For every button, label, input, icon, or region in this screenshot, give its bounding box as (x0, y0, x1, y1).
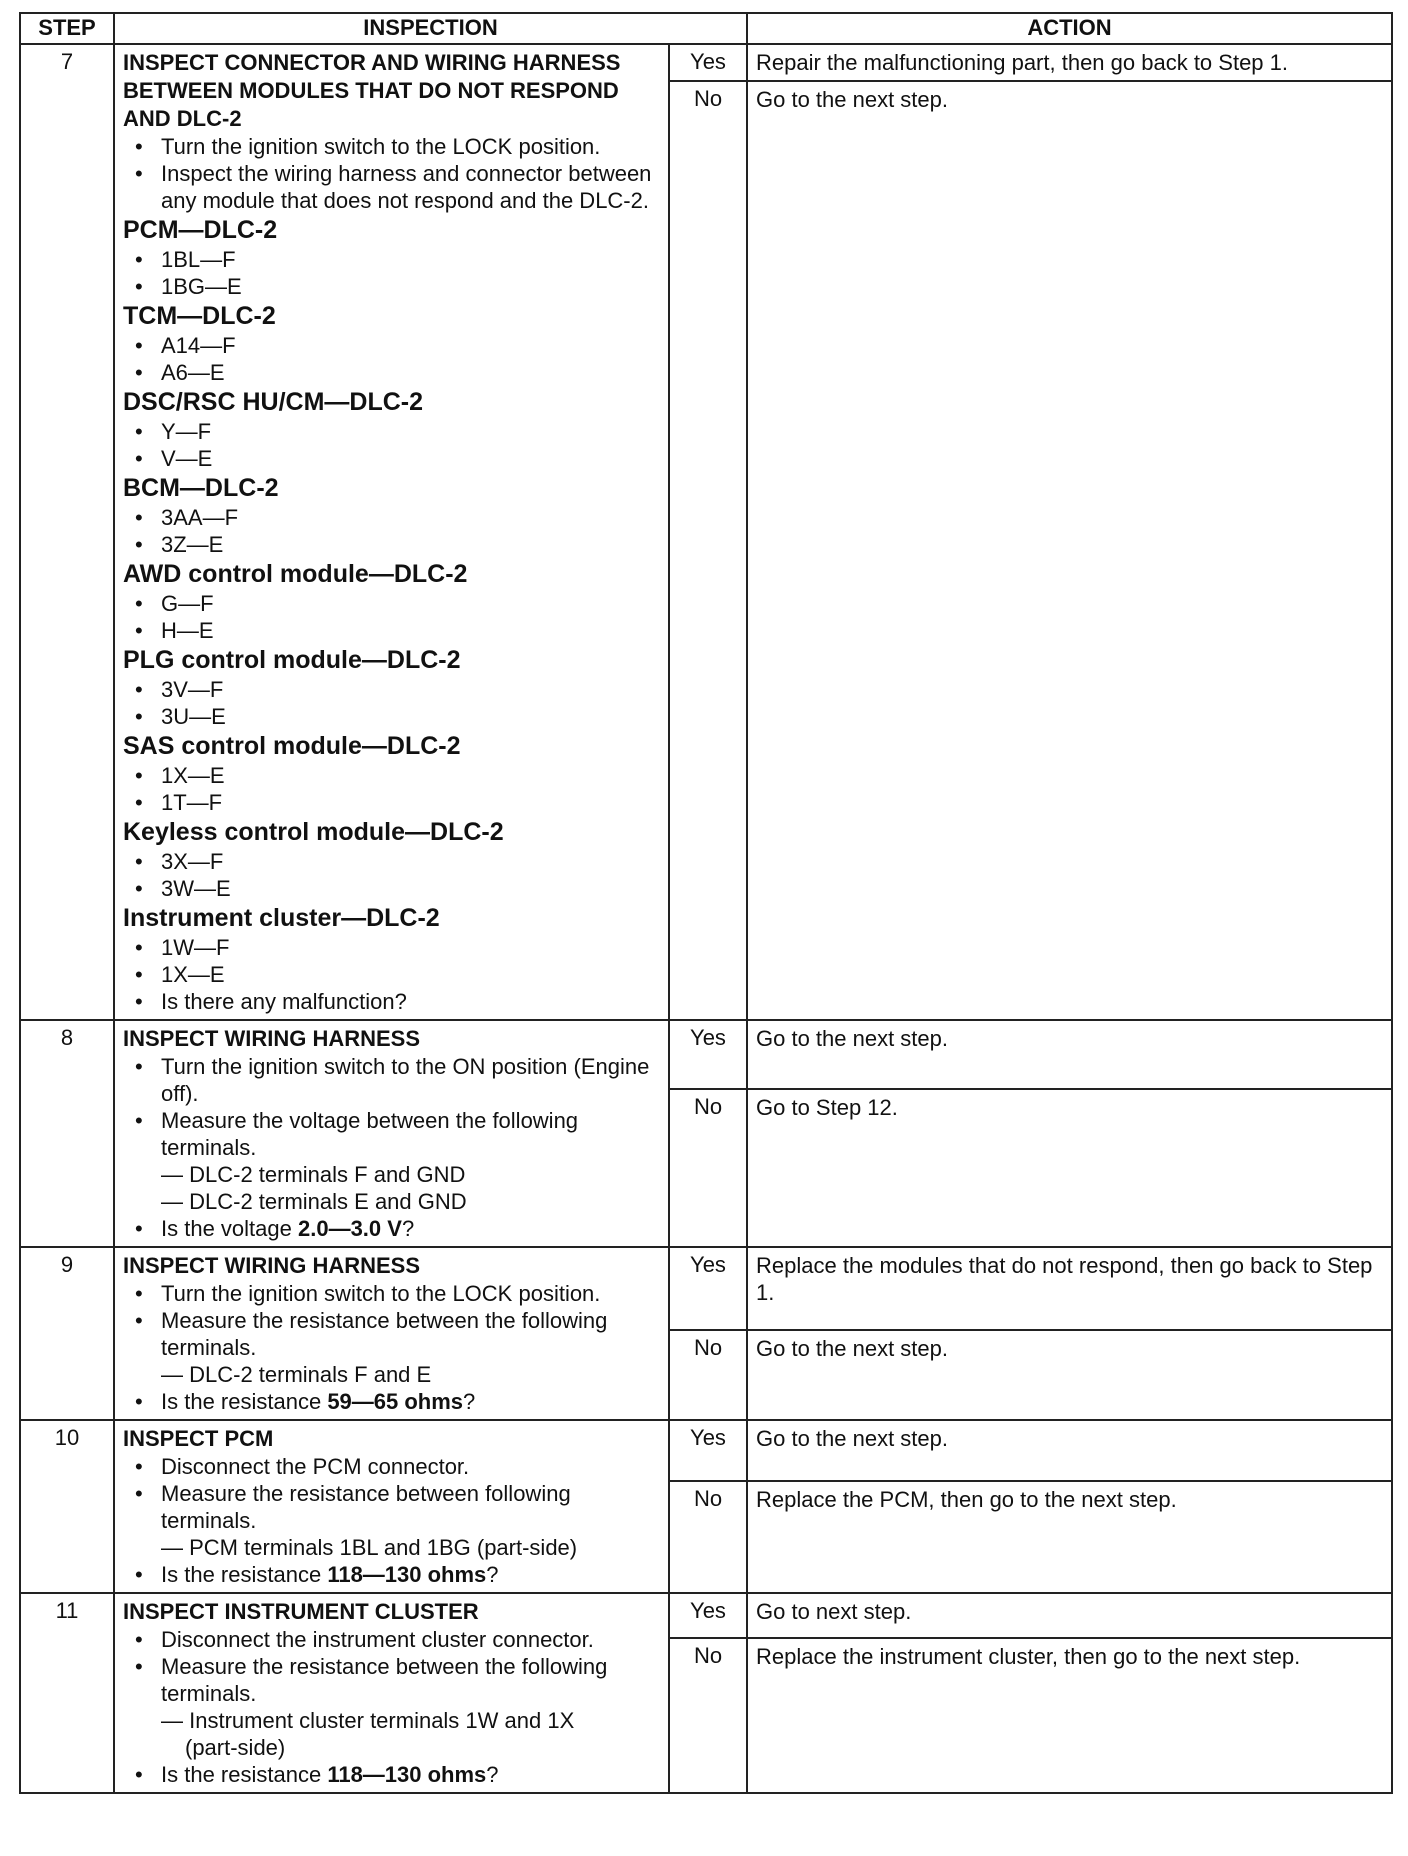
terminal-item: • 3AA—F (123, 504, 662, 531)
terminal-item: • 3U—E (123, 703, 662, 730)
step-title: INSPECT PCM (123, 1426, 274, 1451)
question-mark: ? (486, 1762, 499, 1787)
no-label: No (669, 1638, 747, 1793)
step-header: STEP (20, 13, 114, 44)
group-title: DSC/RSC HU/CM—DLC-2 (123, 388, 423, 416)
terminal-item: • A6—E (123, 359, 662, 386)
terminal-item: • 1X—E (123, 961, 662, 988)
inspection-table (19, 12, 1393, 1794)
instruction-bullet: • Turn the ignition switch to the LOCK position. (123, 133, 662, 160)
group-title: TCM—DLC-2 (123, 302, 276, 330)
terminal-pair-note: (part-side) (185, 1735, 286, 1760)
instruction-bullet: • Measure the resistance between following terminals. (123, 1480, 662, 1534)
step-9-yes-row (20, 1247, 1392, 1330)
terminal-pair: — DLC-2 terminals E and GND (161, 1189, 467, 1214)
terminal-item: • G—F (123, 590, 662, 617)
spec-value: 118—130 ohms (327, 1762, 487, 1787)
group-title: PLG control module—DLC-2 (123, 646, 461, 674)
step-number: 9 (20, 1247, 114, 1420)
question-bullet (123, 1215, 662, 1242)
terminal-item: • 3W—E (123, 875, 662, 902)
spec-value: 59—65 ohms (327, 1389, 464, 1414)
connector-group (123, 215, 662, 300)
group-title: Keyless control module—DLC-2 (123, 818, 504, 846)
question-mark: ? (463, 1389, 476, 1414)
terminal-item: • 1T—F (123, 789, 662, 816)
spec-value: 118—130 ohms (327, 1562, 487, 1587)
step-10-yes-row (20, 1420, 1392, 1481)
step-title: INSPECT CONNECTOR AND WIRING HARNESS BETWEEN MODULES THAT DO NOT RESPOND AND DLC-2 (123, 50, 621, 131)
step-10-inspection (114, 1420, 669, 1593)
action-header: ACTION (747, 13, 1392, 44)
instruction-bullet: • Disconnect the instrument cluster connector. (123, 1626, 662, 1653)
question-bullet (123, 1761, 662, 1788)
question-text: Is the resistance (161, 1762, 328, 1787)
group-title: PCM—DLC-2 (123, 216, 278, 244)
no-action: Replace the PCM, then go to the next step. (747, 1481, 1392, 1593)
connector-group (123, 731, 662, 816)
instruction-bullet: • Turn the ignition switch to the LOCK position. (123, 1280, 662, 1307)
terminal-item: • 3Z—E (123, 531, 662, 558)
no-action: Replace the instrument cluster, then go to the next step. (747, 1638, 1392, 1793)
question-mark: ? (486, 1562, 499, 1587)
instruction-bullet: • Measure the resistance between the following terminals. (123, 1653, 662, 1707)
step-number: 7 (20, 44, 114, 1020)
yes-action: Go to the next step. (747, 1420, 1392, 1481)
terminal-item: • V—E (123, 445, 662, 472)
connector-group (123, 817, 662, 902)
question-bullet: • Is there any malfunction? (123, 988, 662, 1015)
yes-action: Replace the modules that do not respond, then go back to Step 1. (747, 1247, 1392, 1330)
question-text: Is the resistance (161, 1389, 328, 1414)
step-title: INSPECT WIRING HARNESS (123, 1026, 421, 1051)
yes-label: Yes (669, 1247, 747, 1330)
connector-group (123, 903, 662, 1015)
yes-action: Go to the next step. (747, 1020, 1392, 1089)
inspection-header: INSPECTION (114, 13, 747, 44)
yes-label: Yes (669, 44, 747, 81)
instruction-bullet: • Inspect the wiring harness and connector between any module that does not respond and the DLC-2. (123, 160, 662, 214)
connector-group (123, 387, 662, 472)
instruction-bullet: • Turn the ignition switch to the ON position (Engine off). (123, 1053, 662, 1107)
step-7-instructions (123, 133, 662, 214)
header-row (20, 13, 1392, 44)
terminal-item: • 1X—E (123, 762, 662, 789)
group-title: BCM—DLC-2 (123, 474, 279, 502)
terminal-item: • 1W—F (123, 934, 662, 961)
inspection-table-page (19, 12, 1391, 1794)
terminal-item: • 3V—F (123, 676, 662, 703)
terminal-item: • Y—F (123, 418, 662, 445)
yes-label: Yes (669, 1593, 747, 1638)
yes-action: Repair the malfunctioning part, then go back to Step 1. (747, 44, 1392, 81)
spec-value: 2.0—3.0 V (297, 1216, 402, 1241)
instruction-bullet: • Measure the resistance between the following terminals. (123, 1307, 662, 1361)
step-title: INSPECT INSTRUMENT CLUSTER (123, 1599, 479, 1624)
terminal-item: • H—E (123, 617, 662, 644)
yes-action: Go to next step. (747, 1593, 1392, 1638)
step-number: 8 (20, 1020, 114, 1247)
question-bullet (123, 1388, 662, 1415)
step-number: 10 (20, 1420, 114, 1593)
yes-label: Yes (669, 1020, 747, 1089)
step-title: INSPECT WIRING HARNESS (123, 1253, 421, 1278)
no-action: Go to the next step. (747, 1330, 1392, 1420)
step-11-inspection (114, 1593, 669, 1793)
connector-group (123, 559, 662, 644)
question-text: Is the resistance (161, 1562, 328, 1587)
step-9-inspection (114, 1247, 669, 1420)
step-11-yes-row (20, 1593, 1392, 1638)
instruction-bullet: • Disconnect the PCM connector. (123, 1453, 662, 1480)
question-mark: ? (401, 1216, 415, 1241)
connector-group (123, 301, 662, 386)
no-label: No (669, 1089, 747, 1247)
group-title: AWD control module—DLC-2 (123, 560, 468, 588)
group-title: SAS control module—DLC-2 (123, 732, 461, 760)
step-8-inspection (114, 1020, 669, 1247)
terminal-item: • A14—F (123, 332, 662, 359)
connector-group (123, 645, 662, 730)
no-action: Go to the next step. (747, 81, 1392, 1020)
step-7-yes-row (20, 44, 1392, 81)
terminal-pair: — PCM terminals 1BL and 1BG (part-side) (161, 1535, 578, 1560)
no-label: No (669, 1330, 747, 1420)
terminal-pair: — DLC-2 terminals F and E (161, 1362, 432, 1387)
terminal-item: • 1BL—F (123, 246, 662, 273)
step-number: 11 (20, 1593, 114, 1793)
no-label: No (669, 81, 747, 1020)
terminal-pair: — DLC-2 terminals F and GND (161, 1162, 466, 1187)
question-text: Is the voltage (161, 1216, 298, 1241)
connector-group (123, 473, 662, 558)
group-title: Instrument cluster—DLC-2 (123, 904, 440, 932)
terminal-item: • 1BG—E (123, 273, 662, 300)
step-7-inspection (114, 44, 669, 1020)
no-action: Go to Step 12. (747, 1089, 1392, 1247)
instruction-bullet: • Measure the voltage between the following terminals. (123, 1107, 662, 1161)
question-bullet (123, 1561, 662, 1588)
step-8-yes-row (20, 1020, 1392, 1089)
terminal-item: • 3X—F (123, 848, 662, 875)
terminal-pair: — Instrument cluster terminals 1W and 1X (161, 1708, 575, 1733)
no-label: No (669, 1481, 747, 1593)
yes-label: Yes (669, 1420, 747, 1481)
